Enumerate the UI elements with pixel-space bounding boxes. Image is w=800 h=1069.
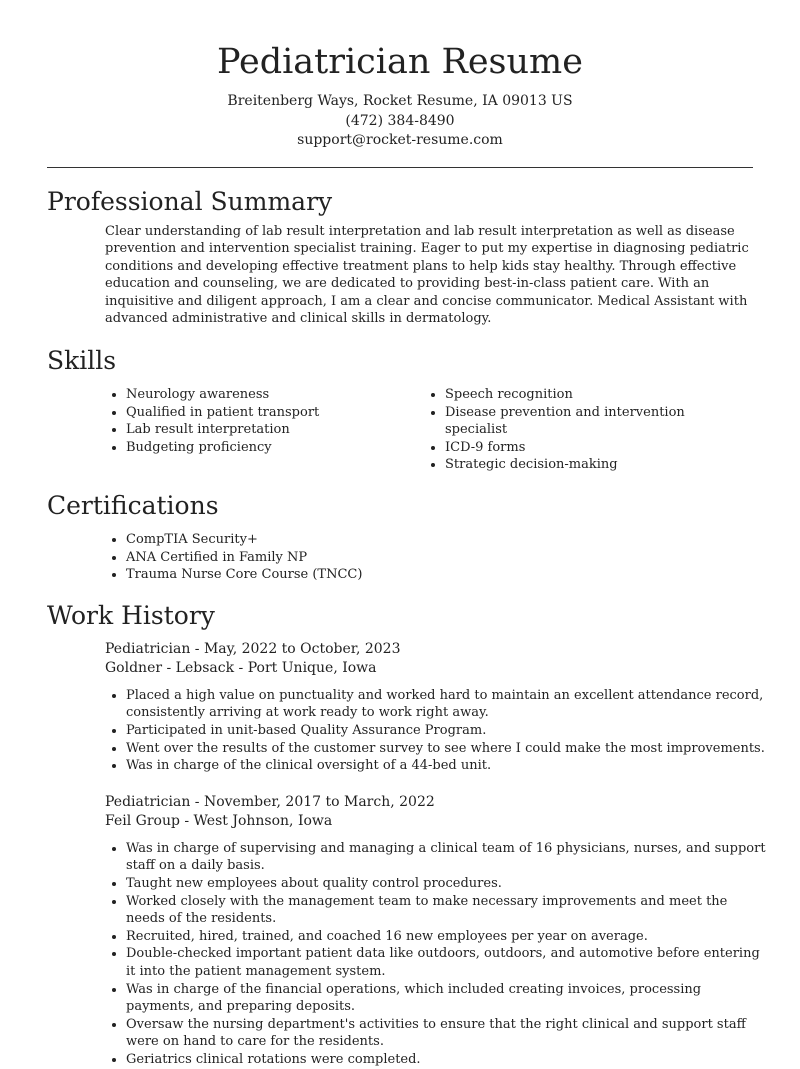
contact-block [47, 92, 753, 151]
job-bullet: • Geriatrics clinical rotations were completed. [126, 1051, 766, 1069]
job-bullet: • Was in charge of the clinical oversight of a 44-bed unit. [126, 757, 766, 775]
certifications-heading: Certifications [47, 491, 219, 521]
skill-item: • Disease prevention and intervention specialist [445, 404, 743, 439]
contact-address: Breitenberg Ways, Rocket Resume, IA 09013 US [227, 93, 573, 109]
job-bullet: • Taught new employees about quality control procedures. [126, 875, 766, 893]
contact-email: support@rocket-resume.com [297, 132, 503, 148]
job-bullet: • Was in charge of the financial operations, which included creating invoices, processing payments, and preparing deposits. [126, 981, 766, 1016]
job-bullet: • Worked closely with the management team to make necessary improvements and meet the needs of the residents. [126, 893, 766, 928]
certification-item: • Trauma Nurse Core Course (TNCC) [126, 566, 753, 584]
job-company-line: Feil Group - West Johnson, Iowa [105, 813, 333, 830]
job-company-line: Goldner - Lebsack - Port Unique, Iowa [105, 660, 377, 677]
skills-section [47, 345, 753, 474]
skills-list-left [105, 386, 424, 474]
job-title-line: Pediatrician - May, 2022 to October, 2023 [105, 640, 401, 657]
job-bullet: • Recruited, hired, trained, and coached 16 new employees per year on average. [126, 928, 766, 946]
contact-phone: (472) 384-8490 [345, 112, 455, 129]
summary-section [47, 186, 753, 329]
page-title: Pediatrician Resume [217, 42, 583, 82]
skills-heading: Skills [47, 346, 117, 376]
skill-item: • Strategic decision-making [445, 456, 743, 474]
job-title-line: Pediatrician - November, 2017 to March, 2022 [105, 793, 435, 810]
skills-grid [105, 386, 753, 474]
skill-item: • Budgeting proficiency [126, 439, 424, 457]
certifications-list [105, 531, 753, 584]
job-bullet: • Went over the results of the customer survey to see where I could make the most improvements. [126, 740, 766, 758]
skill-item: • Speech recognition [445, 386, 743, 404]
certification-item: • CompTIA Security+ [126, 531, 753, 549]
job-bullet: • Placed a high value on punctuality and worked hard to maintain an excellent attendance record, consistently arriving at work ready to work right away. [126, 687, 766, 722]
resume-page [47, 0, 766, 1069]
certification-item: • ANA Certified in Family NP [126, 549, 753, 567]
work-history-heading: Work History [47, 600, 215, 630]
job-bullets [105, 840, 766, 1069]
skill-item: • ICD-9 forms [445, 439, 743, 457]
job-bullet: • Participated in unit-based Quality Assurance Program. [126, 722, 766, 740]
header-divider [47, 167, 753, 168]
skill-item: • Qualified in patient transport [126, 404, 424, 422]
certifications-section [47, 490, 753, 584]
job-bullet: • Double-checked important patient data like outdoors, outdoors, and automotive before entering it into the patient management system. [126, 945, 766, 980]
job-bullets [105, 687, 766, 775]
job-entry [105, 640, 765, 775]
job-bullet: • Was in charge of supervising and managing a clinical team of 16 physicians, nurses, and support staff on a daily basis. [126, 840, 766, 875]
job-bullet: • Oversaw the nursing department's activities to ensure that the right clinical and support staff were on hand to care for the residents. [126, 1016, 766, 1051]
summary-text: Clear understanding of lab result interpretation and lab result interpretation as well as disease prevention and intervention specialist training. Eager to put my expertise in diagnosing pediatric conditions and developing effective treatment plans to help kids stay healthy. Through effective education and counseling, we are dedicated to providing best-in-class patient care. With an inquisitive and diligent approach, I am a clear and concise communicator. Medical Assistant with advanced administrative and clinical skills in dermatology. [105, 223, 749, 327]
skill-item: • Lab result interpretation [126, 421, 424, 439]
skill-item: • Neurology awareness [126, 386, 424, 404]
summary-heading: Professional Summary [47, 186, 333, 216]
job-entry [105, 793, 766, 1069]
work-history-section [47, 600, 766, 1069]
resume-header [47, 0, 753, 151]
skills-list-right [424, 386, 743, 474]
